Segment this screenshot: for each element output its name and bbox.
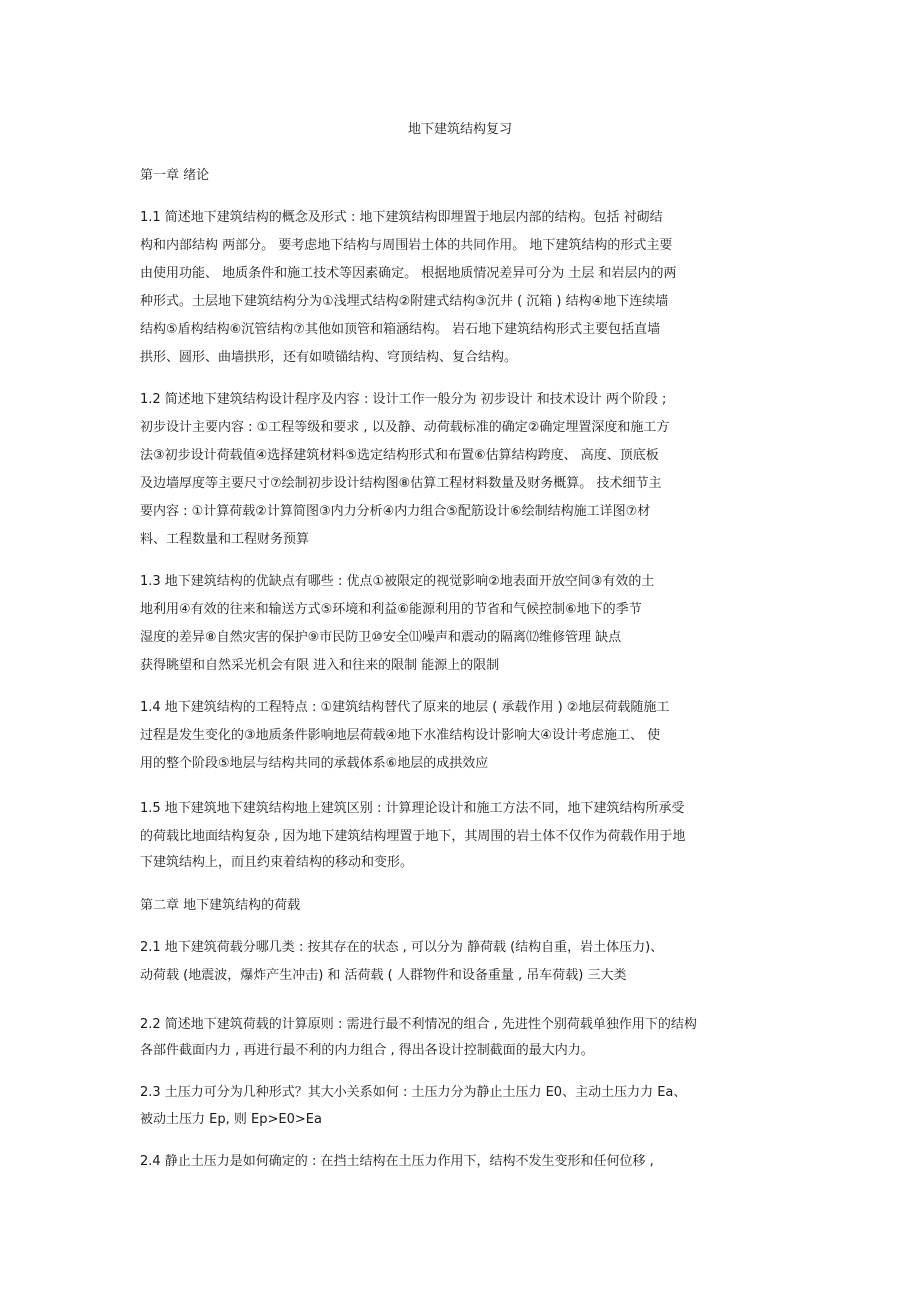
text-line: 用的整个阶段⑤地层与结构共同的承载体系⑥地层的成拱效应 <box>140 756 489 771</box>
text-line: 的荷载比地面结构复杂 , 因为地下建筑结构埋置于地下，其周围的岩土体不仅作为荷载作用于地 <box>140 829 686 844</box>
text-line: 下建筑结构上，而且约束着结构的移动和变形。 <box>140 855 414 870</box>
text-line: 1.2 简述地下建筑结构设计程序及内容 : 设计工作一般分为 初步设计 和技术设计 两个阶段 ; <box>140 392 667 407</box>
text-line: 动荷载 (地震波，爆炸产生冲击) 和 活荷载 ( 人群物件和设备重量 , 吊车荷载) 三大类 <box>140 968 627 983</box>
text-line: 料、工程数量和工程财务预算 <box>140 532 310 547</box>
text-line: 2.1 地下建筑荷载分哪几类 : 按其存在的状态 , 可以分为 静荷载 (结构自重，岩土体压力)、 <box>140 940 664 955</box>
text-line: 过程是发生变化的③地质条件影响地层荷载④地下水准结构设计影响大④设计考虑施工、 使 <box>140 728 661 743</box>
document-title: 地下建筑结构复习 <box>407 122 512 137</box>
text-line: 地利用④有效的往来和输送方式⑤环境和利益⑥能源利用的节省和气候控制⑥地下的季节 <box>140 602 642 617</box>
text-line: 1.1 简述地下建筑结构的概念及形式 : 地下建筑结构即埋置于地层内部的结构。包括 衬砌结 <box>140 210 663 225</box>
text-line: 结构⑤盾构结构⑥沉管结构⑦其他如顶管和箱涵结构。 岩石地下建筑结构形式主要包括直墙 <box>140 322 661 337</box>
text-line: 种形式。土层地下建筑结构分为①浅埋式结构②附建式结构③沉井 ( 沉箱 ) 结构④地下连续墙 <box>140 294 669 309</box>
text-line: 拱形、圆形、曲墙拱形，还有如喷锚结构、穹顶结构、复合结构。 <box>140 350 518 365</box>
text-line: 2.3 土压力可分为几种形式？其大小关系如何 : 土压力分为静止土压力 E0、主动土压力力 Ea、 <box>140 1085 687 1100</box>
text-line: 各部件截面内力 , 再进行最不利的内力组合 , 得出各设计控制截面的最大内力。 <box>140 1043 594 1058</box>
text-line: 初步设计主要内容 : ①工程等级和要求 , 以及静、动荷载标准的确定②确定埋置深度和施工方 <box>140 420 670 435</box>
text-line: 要内容 : ①计算荷载②计算简图③内力分析④内力组合⑤配筋设计⑥绘制结构施工详图⑦材 <box>140 504 651 519</box>
text-line: 1.5 地下建筑地下建筑结构地上建筑区别 : 计算理论设计和施工方法不同，地下建筑结构所承受 <box>140 801 685 816</box>
text-line: 及边墙厚度等主要尺寸⑦绘制初步设计结构图⑧估算工程材料数量及财务概算。 技术细节主 <box>140 476 662 491</box>
text-line: 2.4 静止土压力是如何确定的 : 在挡土结构在土压力作用下，结构不发生变形和任何位移 , <box>140 1154 654 1169</box>
text-line: 构和内部结构 两部分。 要考虑地下结构与周围岩土体的共同作用。 地下建筑结构的形式主要 <box>140 238 673 253</box>
text-line: 获得眺望和自然采光机会有限 进入和往来的限制 能源上的限制 <box>140 658 500 673</box>
chapter-1-heading: 第一章 绪论 <box>140 168 210 183</box>
text-line: 1.4 地下建筑结构的工程特点 : ①建筑结构替代了原来的地层 ( 承载作用 ) ②地层荷载随施工 <box>140 700 670 715</box>
chapter-2-heading: 第二章 地下建筑结构的荷载 <box>140 898 301 913</box>
text-line: 湿度的差异⑧自然灾害的保护⑨市民防卫⑩安全⑾噪声和震动的隔离⑿维修管理 缺点 <box>140 630 622 645</box>
text-line: 由使用功能、 地质条件和施工技术等因素确定。 根据地质情况差异可分为 土层 和岩层内的两 <box>140 266 677 281</box>
text-line: 法③初步设计荷载值④选择建筑材料⑤选定结构形式和布置⑥估算结构跨度、 高度、顶底板 <box>140 448 659 463</box>
text-line: 被动土压力 Ep, 则 Ep>E0>Ea <box>140 1112 322 1127</box>
text-line: 1.3 地下建筑结构的优缺点有哪些 : 优点①被限定的视觉影响②地表面开放空间③有效的土 <box>140 574 655 589</box>
text-line: 2.2 简述地下建筑荷载的计算原则 : 需进行最不利情况的组合 , 先进性个别荷载单独作用下的结构 <box>140 1017 697 1032</box>
